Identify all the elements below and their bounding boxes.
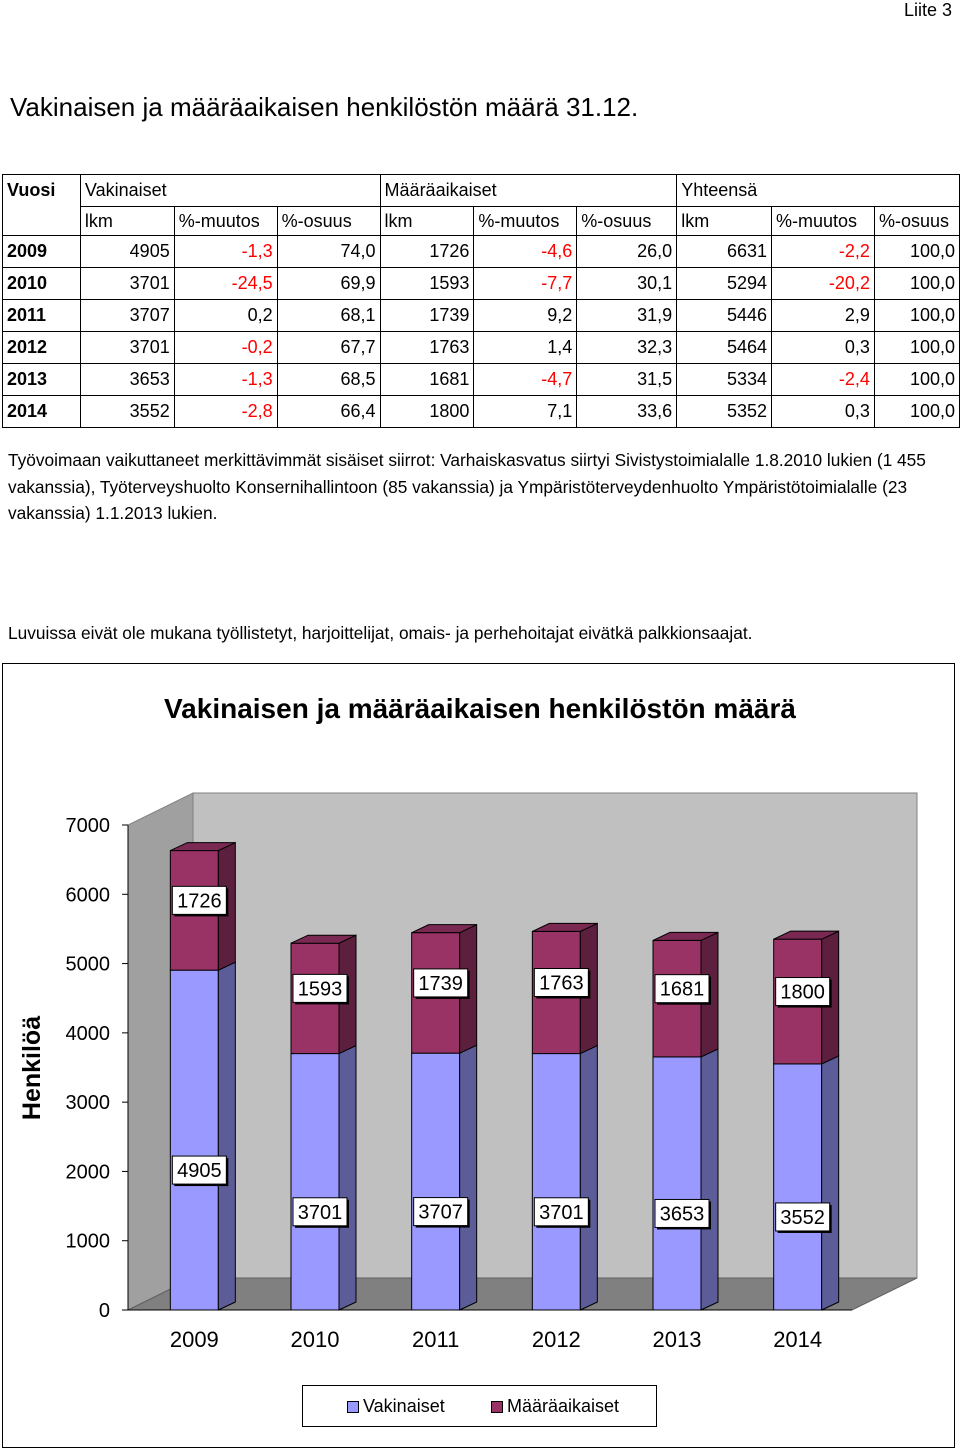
subheader-lkm: lkm xyxy=(80,207,174,236)
bar-vakinaiset-side xyxy=(822,1056,839,1310)
y-osuus-cell: 100,0 xyxy=(874,236,959,268)
y-lkm-cell: 6631 xyxy=(677,236,772,268)
legend-label-vakinaiset: Vakinaiset xyxy=(363,1396,445,1416)
y-tick-label: 2000 xyxy=(65,1161,110,1184)
v-muutos-cell: -24,5 xyxy=(174,268,277,300)
data-label: 1593 xyxy=(297,978,343,1001)
y-tick-label: 5000 xyxy=(65,953,110,976)
subheader-muutos: %-muutos xyxy=(474,207,577,236)
year-cell: 2014 xyxy=(3,396,81,428)
v-osuus-cell: 68,1 xyxy=(277,300,380,332)
subheader-osuus: %-osuus xyxy=(277,207,380,236)
v-lkm-cell: 3552 xyxy=(80,396,174,428)
x-tick-label: 2013 xyxy=(652,1327,702,1352)
m-lkm-cell: 1726 xyxy=(380,236,474,268)
group-header-yhteensa: Yhteensä xyxy=(677,175,960,207)
bar-vakinaiset-front xyxy=(774,1064,822,1310)
v-lkm-cell: 3707 xyxy=(80,300,174,332)
m-muutos-cell: -4,6 xyxy=(474,236,577,268)
chart-legend xyxy=(302,1385,657,1427)
bar-vakinaiset-side xyxy=(339,1046,356,1310)
y-tick-label: 0 xyxy=(98,1300,110,1322)
group-header-maaraaikaiset: Määräaikaiset xyxy=(380,175,677,207)
y-tick-label: 6000 xyxy=(65,884,110,907)
y-osuus-cell: 100,0 xyxy=(874,396,959,428)
legend-item-vakinaiset xyxy=(347,1396,445,1417)
legend-swatch-maaraaikaiset xyxy=(491,1401,503,1413)
v-osuus-cell: 69,9 xyxy=(277,268,380,300)
m-osuus-cell: 32,3 xyxy=(577,332,677,364)
data-label: 3552 xyxy=(780,1206,825,1229)
x-tick-label: 2014 xyxy=(773,1327,823,1352)
m-lkm-cell: 1681 xyxy=(380,364,474,396)
bar-vakinaiset-side xyxy=(701,1049,718,1310)
x-tick-label: 2011 xyxy=(412,1327,460,1352)
m-lkm-cell: 1800 xyxy=(380,396,474,428)
v-muutos-cell: 0,2 xyxy=(174,300,277,332)
bar-vakinaiset-side xyxy=(460,1045,477,1310)
group-header-vakinaiset: Vakinaiset xyxy=(80,175,380,207)
transfer-note: Työvoimaan vaikuttaneet merkittävimmät sisäiset siirrot: Varhaiskasvatus siirtyi Sivistystoimialalle 1.8.2010 lukien (1 455 vakanssia), Työterveyshuolto Konsernihallintoon (85 vakanssia) ja Ympäristöterveydenhuolto Ympäristötoimialalle (23 vakanssia) 1.1.2013 lukien. xyxy=(8,450,926,523)
attachment-label: Liite 3 xyxy=(903,0,952,20)
v-muutos-cell: -2,8 xyxy=(174,396,277,428)
m-muutos-cell: 9,2 xyxy=(474,300,577,332)
bar-vakinaiset-front xyxy=(653,1057,701,1310)
y-lkm-cell: 5464 xyxy=(677,332,772,364)
v-muutos-cell: -0,2 xyxy=(174,332,277,364)
data-label: 3701 xyxy=(539,1201,584,1224)
bar-vakinaiset-front xyxy=(291,1054,339,1310)
v-lkm-cell: 4905 xyxy=(80,236,174,268)
m-osuus-cell: 31,5 xyxy=(577,364,677,396)
v-lkm-cell: 3701 xyxy=(80,332,174,364)
y-osuus-cell: 100,0 xyxy=(874,332,959,364)
y-osuus-cell: 100,0 xyxy=(874,300,959,332)
subheader-osuus: %-osuus xyxy=(874,207,959,236)
year-cell: 2010 xyxy=(3,268,81,300)
m-muutos-cell: 7,1 xyxy=(474,396,577,428)
data-label: 1739 xyxy=(418,972,463,995)
v-lkm-cell: 3653 xyxy=(80,364,174,396)
m-lkm-cell: 1593 xyxy=(380,268,474,300)
data-label: 1726 xyxy=(177,890,222,913)
chart-title: Vakinaisen ja määräaikaisen henkilöstön määrä xyxy=(164,693,796,724)
x-tick-label: 2009 xyxy=(169,1327,219,1352)
year-cell: 2011 xyxy=(3,300,81,332)
subheader-lkm: lkm xyxy=(380,207,474,236)
y-tick-label: 3000 xyxy=(65,1092,110,1115)
y-axis-label: Henkilöä xyxy=(18,1015,46,1121)
y-osuus-cell: 100,0 xyxy=(874,364,959,396)
v-osuus-cell: 74,0 xyxy=(277,236,380,268)
data-label: 3701 xyxy=(297,1201,343,1224)
x-tick-label: 2010 xyxy=(290,1327,340,1352)
data-label: 1763 xyxy=(539,972,584,995)
page-title: Vakinaisen ja määräaikaisen henkilöstön määrä 31.12. xyxy=(10,92,639,122)
y-muutos-cell: 0,3 xyxy=(772,332,875,364)
y-tick-label: 1000 xyxy=(65,1230,110,1253)
m-osuus-cell: 31,9 xyxy=(577,300,677,332)
v-muutos-cell: -1,3 xyxy=(174,364,277,396)
bar-vakinaiset-front xyxy=(532,1054,580,1310)
m-osuus-cell: 26,0 xyxy=(577,236,677,268)
exclusion-note: Luvuissa eivät ole mukana työllistetyt, harjoittelijat, omais- ja perhehoitajat eivätkä palkkionsaajat. xyxy=(8,623,753,643)
bar-vakinaiset-side xyxy=(218,962,235,1310)
v-lkm-cell: 3701 xyxy=(80,268,174,300)
m-lkm-cell: 1763 xyxy=(380,332,474,364)
y-lkm-cell: 5352 xyxy=(677,396,772,428)
x-tick-label: 2012 xyxy=(531,1327,581,1352)
v-muutos-cell: -1,3 xyxy=(174,236,277,268)
y-muutos-cell: 2,9 xyxy=(772,300,875,332)
m-muutos-cell: -4,7 xyxy=(474,364,577,396)
year-header: Vuosi xyxy=(3,175,81,207)
y-lkm-cell: 5446 xyxy=(677,300,772,332)
y-lkm-cell: 5334 xyxy=(677,364,772,396)
y-tick-label: 7000 xyxy=(65,815,110,837)
y-lkm-cell: 5294 xyxy=(677,268,772,300)
m-osuus-cell: 30,1 xyxy=(577,268,677,300)
bar-vakinaiset-front xyxy=(170,970,218,1310)
year-cell: 2012 xyxy=(3,332,81,364)
data-label: 3707 xyxy=(418,1201,463,1224)
subheader-lkm: lkm xyxy=(677,207,772,236)
m-muutos-cell: -7,7 xyxy=(474,268,577,300)
legend-item-maaraaikaiset xyxy=(491,1396,619,1417)
data-label: 3653 xyxy=(659,1203,705,1226)
y-muutos-cell: -20,2 xyxy=(772,268,875,300)
year-cell: 2013 xyxy=(3,364,81,396)
subheader-osuus: %-osuus xyxy=(577,207,677,236)
legend-swatch-vakinaiset xyxy=(347,1401,359,1413)
data-label: 1681 xyxy=(659,978,705,1001)
v-osuus-cell: 67,7 xyxy=(277,332,380,364)
y-muutos-cell: -2,2 xyxy=(772,236,875,268)
subheader-muutos: %-muutos xyxy=(174,207,277,236)
y-tick-label: 4000 xyxy=(65,1022,110,1045)
year-cell: 2009 xyxy=(3,236,81,268)
bar-vakinaiset-front xyxy=(412,1053,460,1310)
y-osuus-cell: 100,0 xyxy=(874,268,959,300)
v-osuus-cell: 66,4 xyxy=(277,396,380,428)
m-lkm-cell: 1739 xyxy=(380,300,474,332)
data-label: 1800 xyxy=(780,981,825,1004)
y-muutos-cell: -2,4 xyxy=(772,364,875,396)
legend-label-maaraaikaiset: Määräaikaiset xyxy=(507,1396,620,1416)
y-muutos-cell: 0,3 xyxy=(772,396,875,428)
bar-vakinaiset-side xyxy=(580,1046,597,1310)
subheader-muutos: %-muutos xyxy=(772,207,875,236)
m-muutos-cell: 1,4 xyxy=(474,332,577,364)
m-osuus-cell: 33,6 xyxy=(577,396,677,428)
data-label: 4905 xyxy=(177,1160,222,1183)
v-osuus-cell: 68,5 xyxy=(277,364,380,396)
